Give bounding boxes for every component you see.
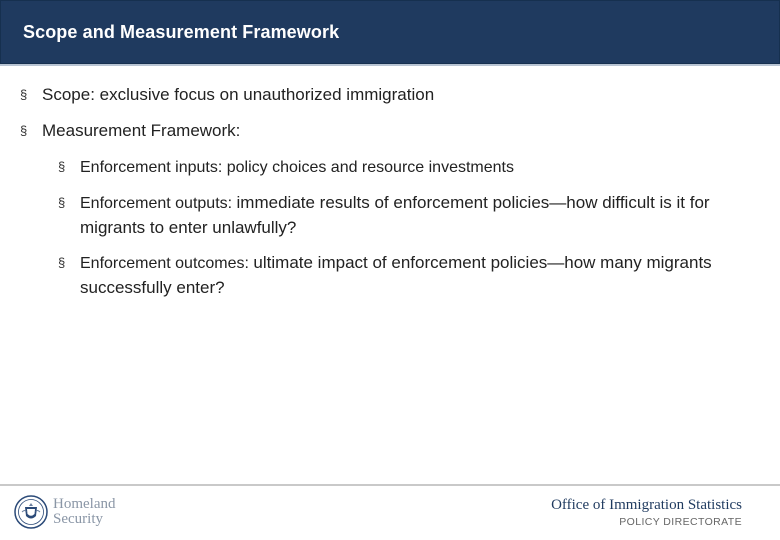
bullet-body: immediate results of enforcement policies—how difficult is it for migrants to enter unlawfully? bbox=[80, 193, 710, 237]
bullet-scope bbox=[20, 83, 760, 107]
bullet-text bbox=[58, 191, 758, 240]
bullet-enforcement-outputs bbox=[58, 191, 758, 240]
bullet-lead: Enforcement outputs: bbox=[80, 195, 237, 212]
footer-divider bbox=[0, 484, 780, 486]
bullet-lead: Enforcement outcomes: bbox=[80, 255, 254, 272]
title-bar bbox=[0, 0, 780, 64]
bullet-body: ultimate impact of enforcement policies—how many migrants successfully enter? bbox=[80, 253, 712, 297]
bullet-enforcement-inputs bbox=[58, 155, 758, 180]
bullet-marker: § bbox=[20, 123, 28, 138]
bullet-text bbox=[58, 251, 758, 300]
dhs-seal-icon bbox=[14, 495, 48, 529]
bullet-text: Scope: exclusive focus on unauthorized immigration bbox=[42, 85, 435, 104]
bullet-marker: § bbox=[58, 255, 66, 270]
office-name: Office of Immigration Statistics bbox=[551, 497, 742, 513]
bullet-lead: Enforcement inputs: policy choices and resource investments bbox=[80, 159, 514, 176]
bullet-marker: § bbox=[58, 195, 66, 210]
homeland-security-logo bbox=[53, 497, 115, 527]
bullet-marker: § bbox=[20, 87, 28, 102]
bullet-marker: § bbox=[58, 159, 66, 174]
bullet-enforcement-outcomes bbox=[58, 251, 758, 300]
bullet-measurement-framework bbox=[20, 119, 760, 143]
bullet-text: Measurement Framework: bbox=[42, 121, 241, 140]
title-divider bbox=[0, 64, 780, 66]
directorate-name: POLICY DIRECTORATE bbox=[619, 516, 742, 528]
bullet-text bbox=[58, 155, 758, 180]
logo-line-security: Security bbox=[53, 511, 103, 527]
logo-line-homeland: Homeland bbox=[53, 496, 116, 512]
slide-title: Scope and Measurement Framework bbox=[23, 22, 340, 42]
